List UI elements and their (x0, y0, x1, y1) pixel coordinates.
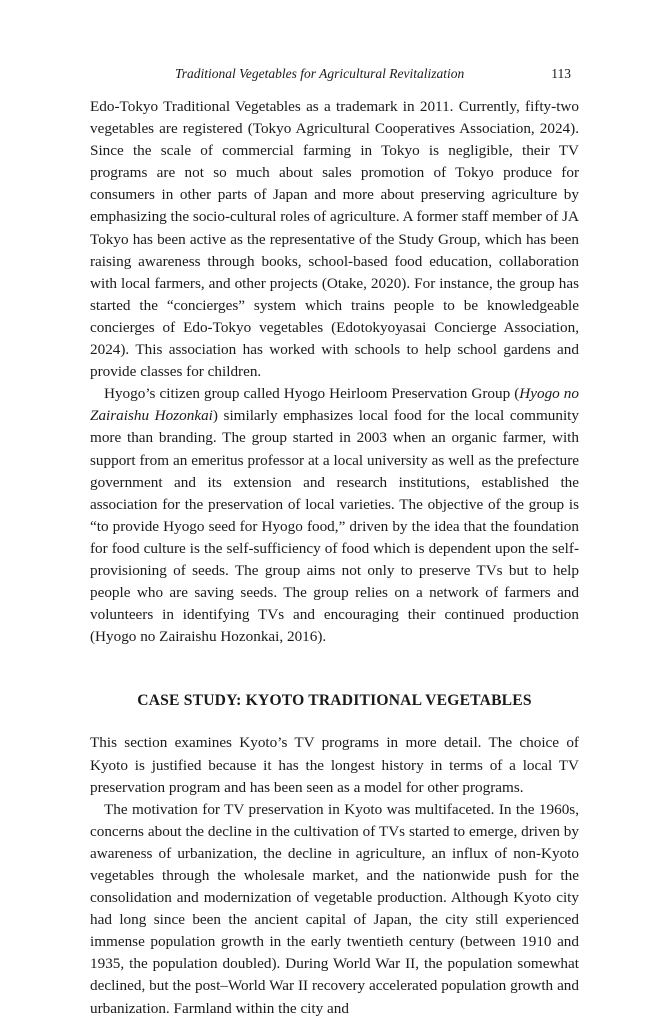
text-run: Hyogo’s citizen group called Hyogo Heirloom Preservation Group ( (104, 385, 520, 403)
text-run: Edo-Tokyo Traditional Vegetables as a trademark in 2011. Currently, fifty-two vegetables are registered (Tokyo Agricultural Cooperatives Association, 2024). Since the scale of commercial farming in Tokyo is negligible, their TV programs are not so much about sales promotion of Tokyo produce for consumers in other parts of Japan and more about preserving agriculture by emphasizing the socio-cultural roles of agriculture. A former staff member of JA Tokyo has been active as the representative of the Study Group, which has been raising awareness through books, school-based food education, collaboration with local farmers, and other projects (Otake, 2020). For instance, the group has started the “concierges” system which trains people to be knowledgeable concierges of Edo-Tokyo vegetables (Edotokyoyasai Concierge Association, 2024). This association has worked with schools to help school gardens and provide classes for children. (90, 98, 579, 381)
paragraph (90, 96, 579, 383)
running-title: Traditional Vegetables for Agricultural Revitalization (175, 66, 465, 81)
paragraph (90, 383, 579, 648)
italic-text-run: Hyogo no Zairaishu Hozonkai (90, 385, 579, 425)
page-number: 113 (551, 66, 571, 81)
paragraph (90, 732, 579, 798)
running-header (90, 66, 579, 86)
text-run: The motivation for TV preservation in Kyoto was multifaceted. In the 1960s, concerns about the decline in the cultivation of TVs started to emerge, driven by awareness of urbanization, the decline in agriculture, an influx of non-Kyoto vegetables through the wholesale market, and the nationwide push for the consolidation and modernization of vegetable production. Although Kyoto city had long since been the ancient capital of Japan, the city still experienced immense population growth in the early twentieth century (between 1910 and 1935, the population doubled). During World War II, the population somewhat declined, but the post–World War II recovery accelerated population growth and urbanization. Farmland within the city and (90, 800, 579, 1017)
book-page (90, 66, 579, 1020)
text-run: ) similarly emphasizes local food for the local community more than branding. The group started in 2003 when an organic farmer, with support from an emeritus professor at a local university as well as the prefecture government and its extension and research institutions, established the association for the preservation of local varieties. The objective of the group is “to provide Hyogo seed for Hyogo food,” driven by the idea that the foundation for food culture is the self-sufficiency of food which is dependent upon the self-provisioning of seeds. The group aims not only to preserve TVs but to help people who are saving seeds. The group relies on a network of farmers and volunteers in identifying TVs and encouraging their continued production (Hyogo no Zairaishu Hozonkai, 2016). (90, 407, 579, 646)
text-run: This section examines Kyoto’s TV programs in more detail. The choice of Kyoto is justified because it has the longest history in terms of a local TV preservation program and has been seen as a model for other programs. (90, 734, 579, 796)
section-heading: CASE STUDY: KYOTO TRADITIONAL VEGETABLES (137, 692, 532, 710)
body-text (90, 96, 579, 1020)
paragraphs-after-heading (90, 732, 579, 1019)
paragraph (90, 799, 579, 1020)
paragraphs-before-heading (90, 96, 579, 648)
